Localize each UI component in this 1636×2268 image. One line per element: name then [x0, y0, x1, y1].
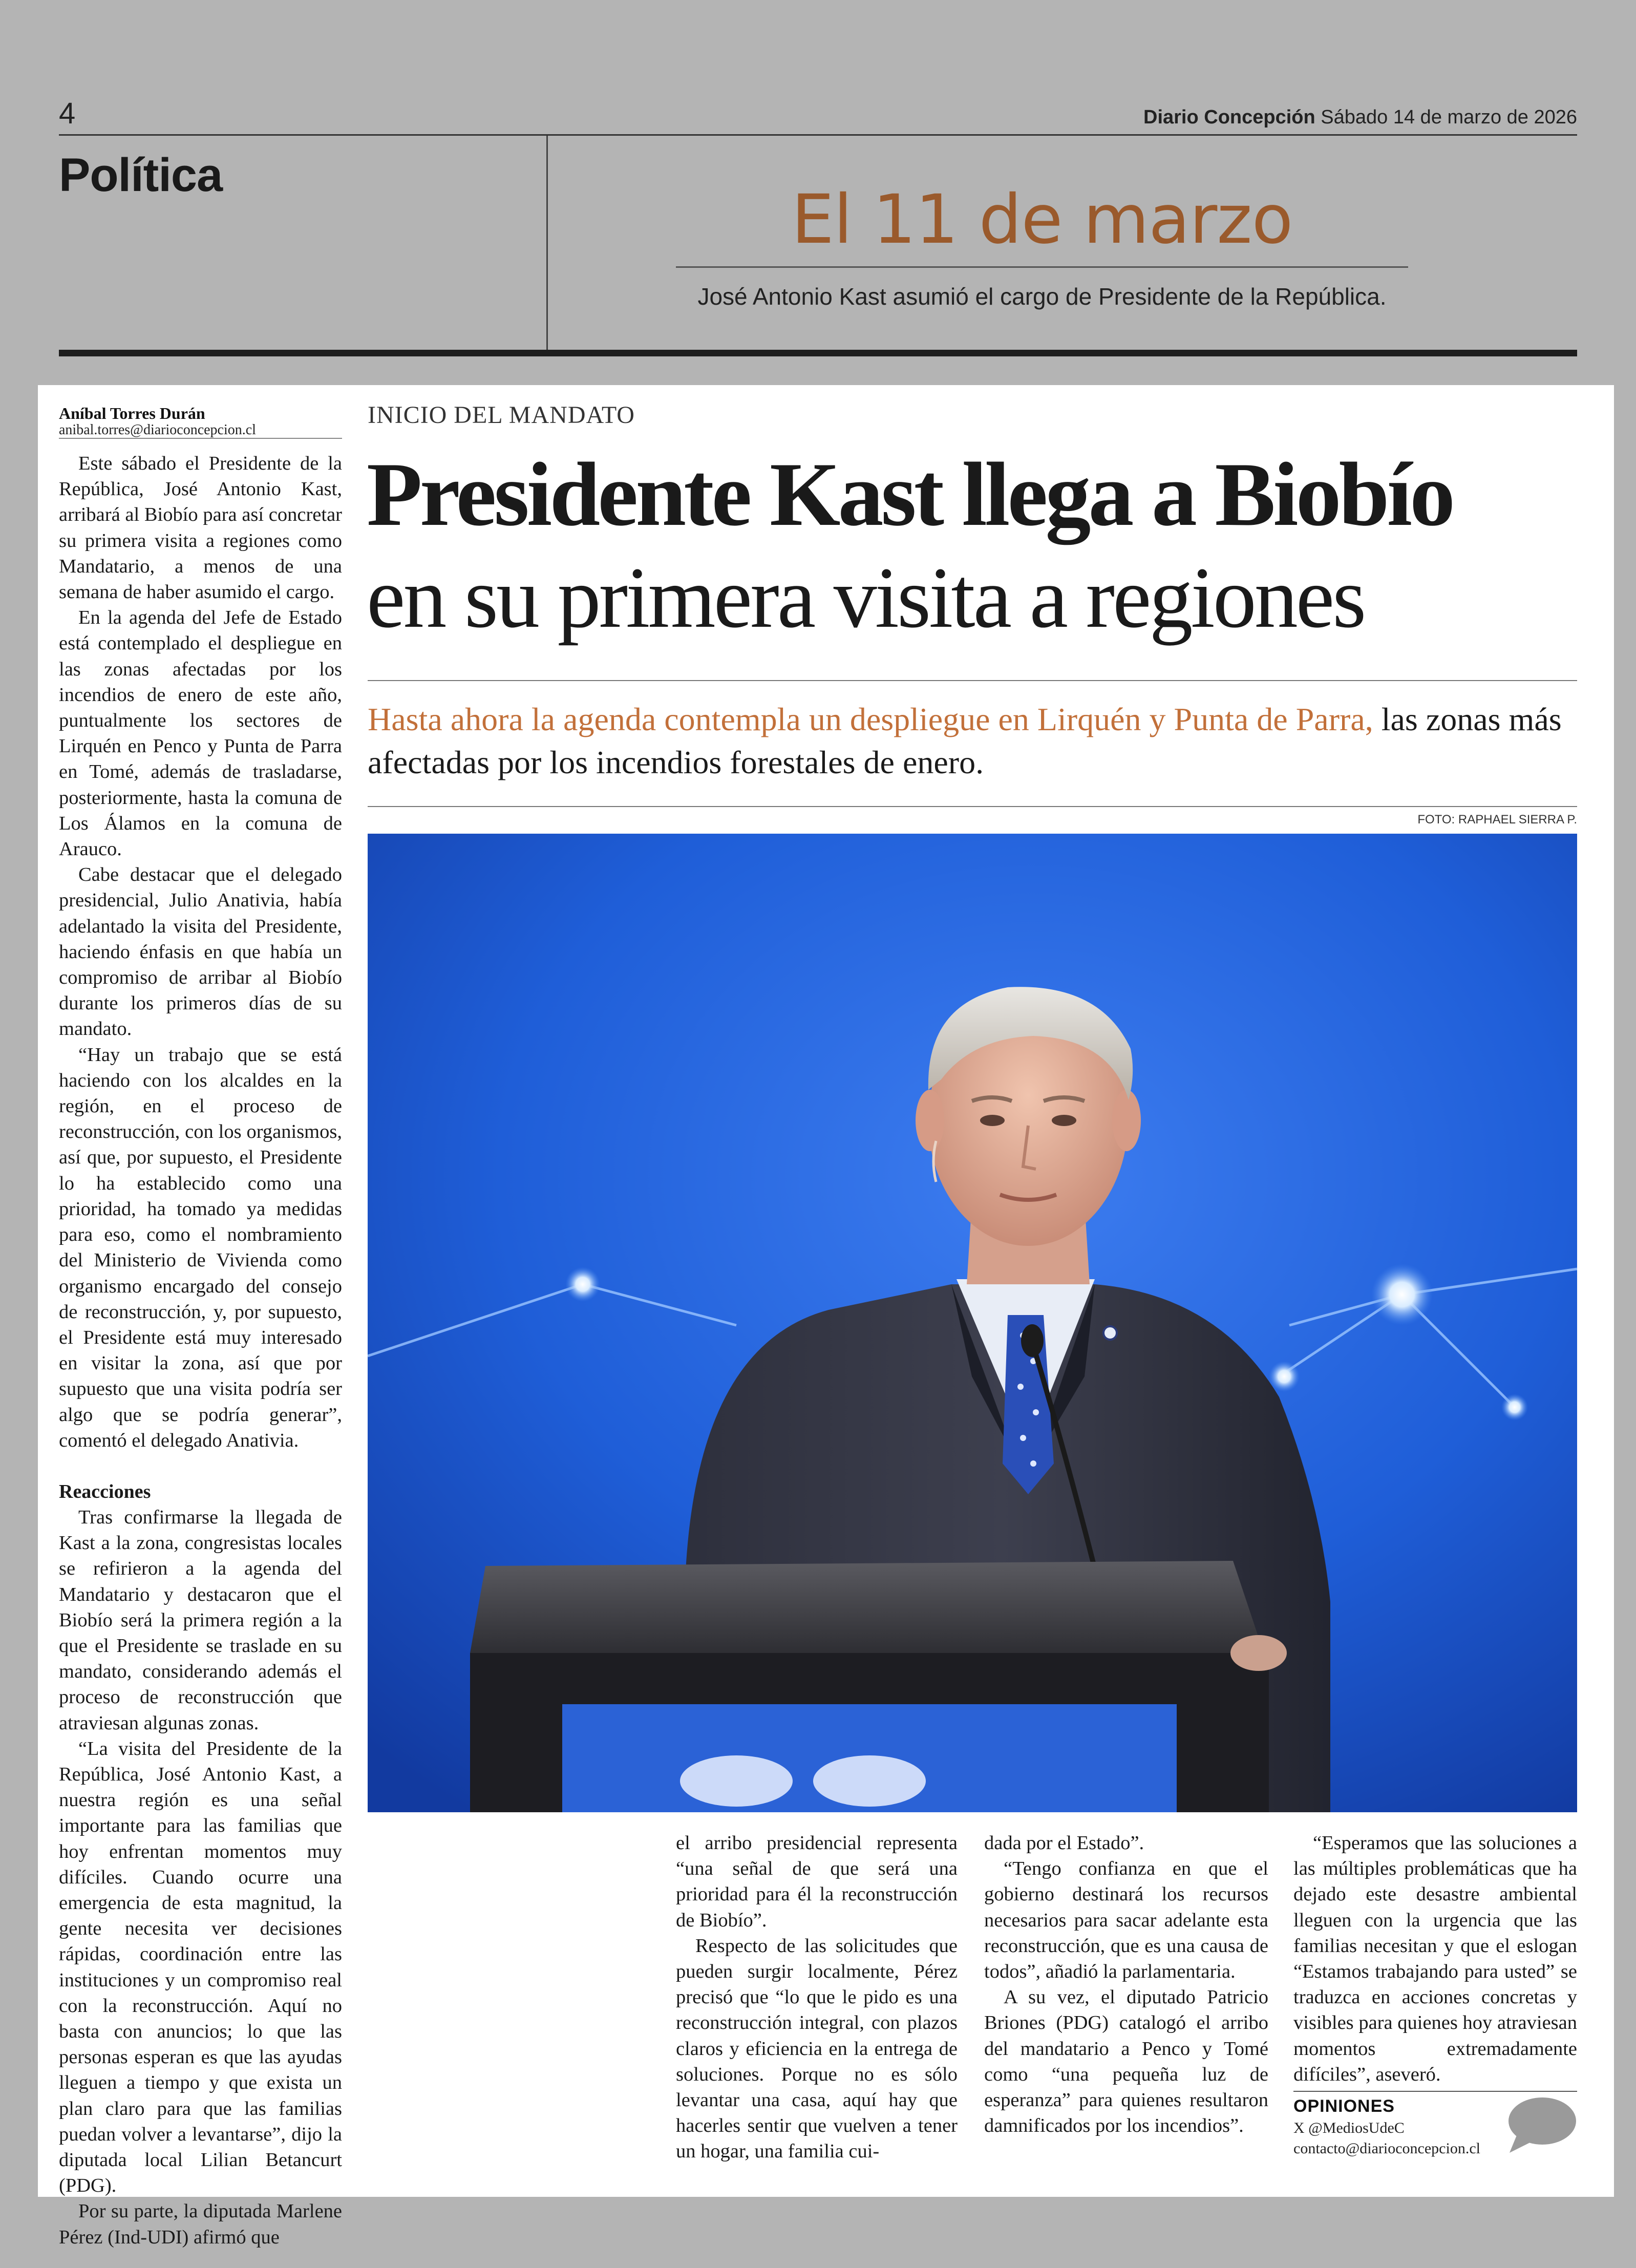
feature-rule	[676, 266, 1408, 268]
speech-bubble-icon	[1505, 2095, 1577, 2157]
paragraph: Tras confirmarse la llegada de Kast a la zona, congresistas locales se refirieron a la agenda del Mandatario y destacaron que el Biobío será la primera región a la que el Presidente se traslade en su mandato, considerando además el proceso de reconstrucción que atraviesan algunas zonas.	[59, 1506, 342, 1734]
kicker: INICIO DEL MANDATO	[368, 401, 635, 429]
author-name: Aníbal Torres Durán	[59, 404, 205, 422]
opiniones-title: OPINIONES	[1293, 2096, 1395, 2116]
header-rule	[59, 134, 1577, 136]
deck-highlight: Hasta ahora la agenda contempla un despliegue en Lirquén y Punta de Parra,	[368, 701, 1373, 737]
paragraph: “Tengo confianza en que el gobierno destinará los recursos necesarios para sacar adelante esta reconstrucción, que es una causa de todos”, añadió la parlamentaria.	[984, 1858, 1268, 1983]
section-title: Política	[59, 149, 223, 201]
body-column-4	[1293, 1830, 1577, 2087]
feature-subtitle: José Antonio Kast asumió el cargo de Presidente de la República.	[697, 283, 1387, 310]
header-thick-rule	[59, 350, 1577, 356]
deck	[368, 698, 1577, 784]
byline	[59, 405, 342, 438]
photo-credit: FOTO: RAPHAEL SIERRA P.	[1417, 813, 1577, 826]
paragraph: Respecto de las solicitudes que pueden surgir localmente, Pérez precisó que “lo que le pido es una reconstrucción integral, con plazos claros y eficiencia en la entrega de soluciones. Porque no es sólo levantar una casa, aquí hay que hacerles sentir que vuelven a tener un hogar, una familia cui-	[676, 1935, 958, 2163]
paragraph: En la agenda del Jefe de Estado está contemplado el despliegue en las zonas afectadas por los incendios de enero de este año, puntualmente los sectores de Lirquén en Penco y Punta de Parra en Tomé, además de trasladarse, posteriormente, hasta la comuna de Los Álamos en la comuna de Arauco.	[59, 607, 342, 860]
paragraph: “Hay un trabajo que se está haciendo con los alcaldes en la región, en el proceso de reconstrucción, con los organismos, así que, por supuesto, el Presidente lo ha establecido como una prioridad, ha tomado ya medidas para eso, como el nombramiento del Ministerio de Vivienda como organismo encargado del consejo de reconstrucción, y, por supuesto, el Presidente está muy interesado en visitar la zona, así que por supuesto que una visita podría ser algo que se podría generar”, comentó el delegado Anativia.	[59, 1044, 342, 1451]
paragraph: Por su parte, la diputada Marlene Pérez (Ind-UDI) afirmó que	[59, 2200, 342, 2248]
subheading: Reacciones	[59, 1480, 151, 1502]
masthead	[1143, 107, 1577, 129]
header-divider	[546, 136, 548, 352]
headline-line-2: en su primera visita a regiones	[367, 549, 1365, 646]
deck-rule	[368, 680, 1577, 681]
paragraph: Cabe destacar que el delegado presidencial, Julio Anativia, había adelantado la visita del Presidente, haciendo énfasis en que había un compromiso de arribar al Biobío durante los primeros días de su mandato.	[59, 864, 342, 1040]
article-photo	[368, 834, 1577, 1812]
deck-rest: las zonas más afectadas por los incendios forestales de enero.	[368, 701, 1562, 780]
opiniones-rule	[1293, 2091, 1577, 2092]
issue-date: Sábado 14 de marzo de 2026	[1321, 107, 1577, 128]
byline-rule	[59, 438, 342, 439]
president-at-podium-photo	[368, 834, 1577, 1812]
paragraph: “La visita del Presidente de la República, José Antonio Kast, a nuestra región es una señal importante para las familias que hoy enfrentan momentos muy difíciles. Cuando ocurre una emergencia de esta magnitud, la gente necesita ver decisiones rápidas, coordinación entre las instituciones y un compromiso real con la reconstrucción. Aquí no basta con anuncios; lo que las personas esperan es que las ayudas lleguen a tiempo y que exista un plan claro para que las familias puedan volver a levantarse”, dijo la diputada local Lilian Betancurt (PDG).	[59, 1737, 342, 2197]
opiniones-social[interactable]: X @MediosUdeC	[1293, 2119, 1405, 2136]
feature-title: El 11 de marzo	[791, 180, 1293, 259]
body-column-3	[984, 1830, 1268, 2138]
headline-line-1: Presidente Kast llega a Biobío	[367, 443, 1453, 545]
body-column-2	[676, 1830, 958, 2165]
paper-name: Diario Concepción	[1143, 107, 1315, 128]
deck-rule	[368, 806, 1577, 807]
paragraph: dada por el Estado”.	[984, 1832, 1144, 1854]
paragraph: el arribo presidencial representa “una señal de que será una prioridad para él la reconstrucción de Biobío”.	[676, 1832, 958, 1931]
paragraph: “Esperamos que las soluciones a las múltiples problemáticas que ha dejado este desastre ambiental lleguen con la urgencia que las familias necesitan y que el eslogan “Estamos trabajando para usted” se traduzca en acciones concretas y visibles para quienes hoy atraviesan momentos extremadamente difíciles”, aseveró.	[1293, 1832, 1577, 2085]
body-column-1	[59, 451, 342, 2250]
paragraph: A su vez, el diputado Patricio Briones (PDG) catalogó el arribo del mandatario a Penco y Tomé como “una pequeña luz de esperanza” para quienes resultaron damnificados por los incendios”.	[984, 1986, 1268, 2137]
author-email[interactable]: anibal.torres@diarioconcepcion.cl	[59, 422, 256, 438]
page-number: 4	[59, 97, 76, 130]
opiniones-email[interactable]: contacto@diarioconcepcion.cl	[1293, 2140, 1480, 2157]
paragraph: Este sábado el Presidente de la República, José Antonio Kast, arribará al Biobío para así concretar su primera visita a regiones como Mandatario, a menos de una semana de haber asumido el cargo.	[59, 453, 342, 603]
